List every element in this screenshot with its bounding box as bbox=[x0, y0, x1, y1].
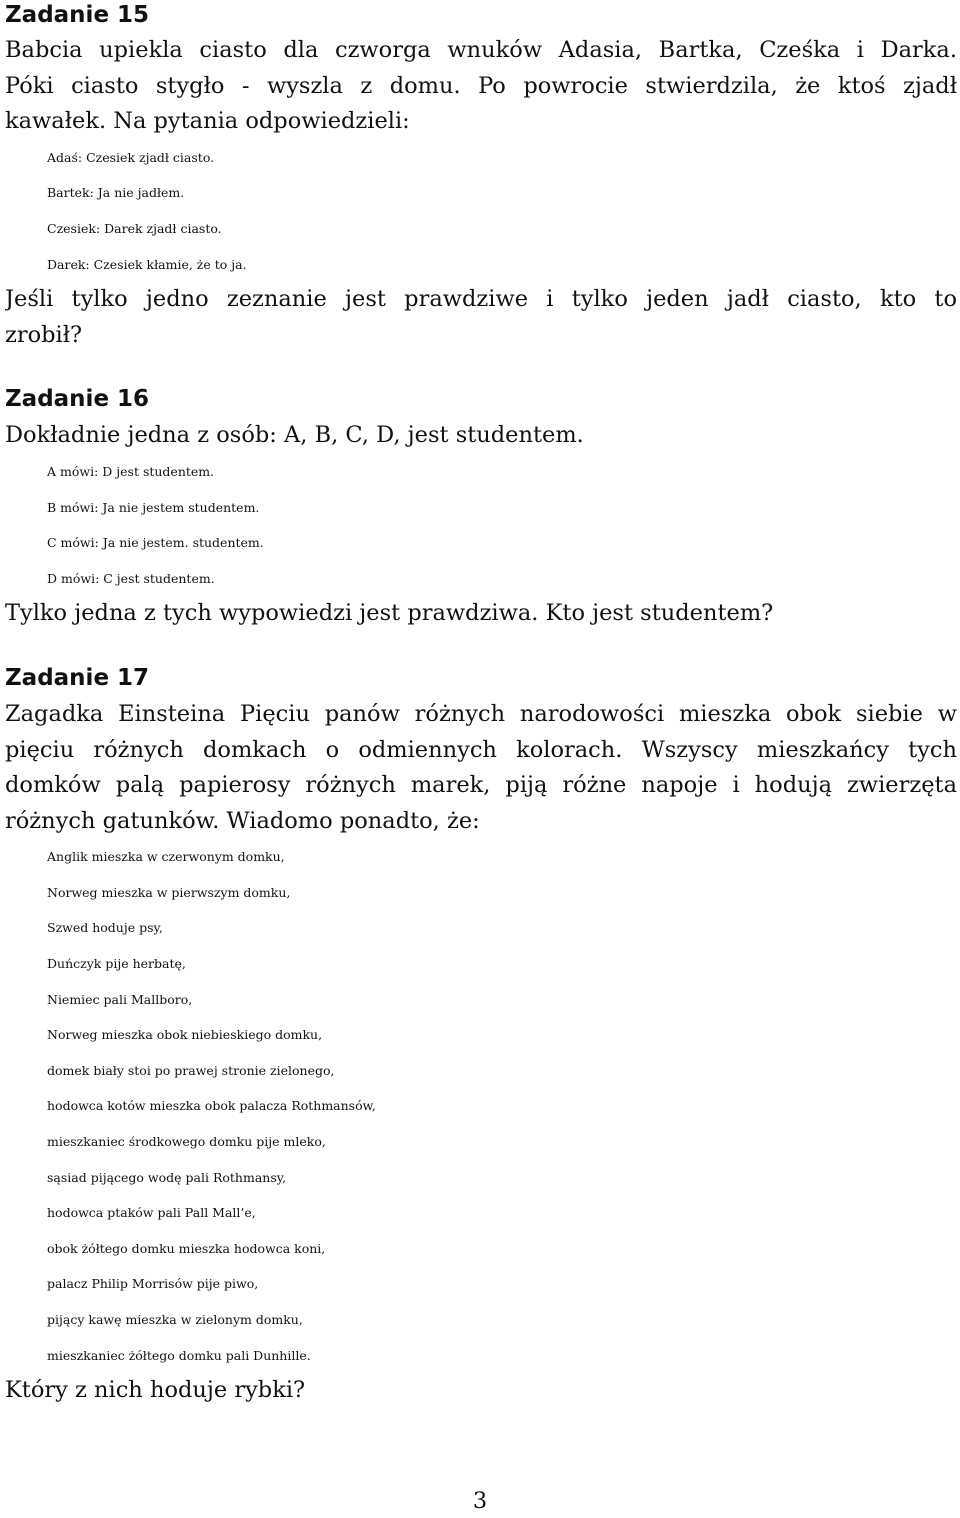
task-16-question: Tylko jedna z tych wypowiedzi jest prawdziwa. Kto jest studentem? bbox=[5, 600, 774, 627]
task-17-question: Który z nich hoduje rybki? bbox=[5, 1377, 306, 1404]
testimony-bartek: Bartek: Ja nie jadłem. bbox=[47, 185, 185, 201]
clue-item: Szwed hoduje psy, bbox=[47, 920, 163, 936]
clue-item: Anglik mieszka w czerwonym domku, bbox=[47, 849, 285, 865]
statement-d: D mówi: C jest studentem. bbox=[47, 570, 215, 586]
clue-item: hodowca ptaków pali Pall Mall’e, bbox=[47, 1205, 256, 1221]
testimony-darek: Darek: Czesiek kłamie, że to ja. bbox=[47, 256, 247, 272]
clue-item: mieszkaniec żółtego domku pali Dunhille. bbox=[47, 1347, 311, 1363]
clue-item: domek biały stoi po prawej stronie zielonego, bbox=[47, 1062, 335, 1078]
clue-item: mieszkaniec środkowego domku pije mleko, bbox=[47, 1134, 326, 1150]
task-17 bbox=[5, 665, 957, 1409]
task-15-title: Zadanie 15 bbox=[5, 2, 150, 28]
task-15-line: Póki ciasto stygło - wyszla z domu. Po powrocie stwierdzila, że ktoś zjadł bbox=[5, 72, 957, 99]
task-17-line: różnych gatunków. Wiadomo ponadto, że: bbox=[5, 807, 480, 834]
task-15-question-end: zrobił? bbox=[5, 321, 83, 348]
task-15 bbox=[5, 0, 957, 353]
task-16-body bbox=[5, 418, 957, 632]
task-17-line: domków palą papierosy różnych marek, piją różne napoje i hodują zwierzęta bbox=[5, 772, 957, 799]
task-17-line: Zagadka Einsteina Pięciu panów różnych narodowości mieszka obok siebie w bbox=[5, 700, 957, 727]
testimony-czesiek: Czesiek: Darek zjadł ciasto. bbox=[47, 220, 222, 236]
task-16-line: Dokładnie jedna z osób: A, B, C, D, jest studentem. bbox=[5, 422, 584, 449]
clue-item: Norweg mieszka w pierwszym domku, bbox=[47, 884, 291, 900]
testimony-adas: Adaś: Czesiek zjadł ciasto. bbox=[47, 149, 215, 165]
task-15-line: kawałek. Na pytania odpowiedzieli: bbox=[5, 108, 410, 135]
task-17-line: pięciu różnych domkach o odmiennych kolorach. Wszyscy mieszkańcy tych bbox=[5, 736, 957, 763]
task-15-question: Jeśli tylko jedno zeznanie jest prawdziwe i tylko jeden jadł ciasto, kto to bbox=[5, 286, 957, 313]
page-number: 3 bbox=[472, 1488, 488, 1514]
statement-b: B mówi: Ja nie jestem studentem. bbox=[47, 499, 260, 515]
task-17-body bbox=[5, 697, 957, 1409]
clue-item: Norweg mieszka obok niebieskiego domku, bbox=[47, 1027, 323, 1043]
clue-item: pijący kawę mieszka w zielonym domku, bbox=[47, 1312, 303, 1327]
task-15-body bbox=[5, 33, 957, 353]
statement-c: C mówi: Ja nie jestem. studentem. bbox=[47, 535, 264, 551]
clue-item: Niemiec pali Mallboro, bbox=[47, 991, 193, 1007]
task-16-title: Zadanie 16 bbox=[5, 386, 150, 413]
clue-item: sąsiad pijącego wodę pali Rothmansy, bbox=[47, 1169, 287, 1185]
statement-a: A mówi: D jest studentem. bbox=[47, 463, 215, 479]
clue-item: hodowca kotów mieszka obok palacza Rothmansów, bbox=[47, 1098, 376, 1114]
clue-item: palacz Philip Morrisów pije piwo, bbox=[47, 1276, 259, 1292]
clue-item: obok żółtego domku mieszka hodowca koni, bbox=[47, 1240, 326, 1256]
task-16 bbox=[5, 386, 957, 632]
task-15-line: Babcia upiekla ciasto dla czworga wnuków Adasia, Bartka, Cześka i Darka. bbox=[5, 37, 957, 63]
clue-item: Duńczyk pije herbatę, bbox=[47, 956, 186, 972]
task-17-title: Zadanie 17 bbox=[5, 664, 150, 691]
document-page bbox=[5, 0, 957, 1409]
